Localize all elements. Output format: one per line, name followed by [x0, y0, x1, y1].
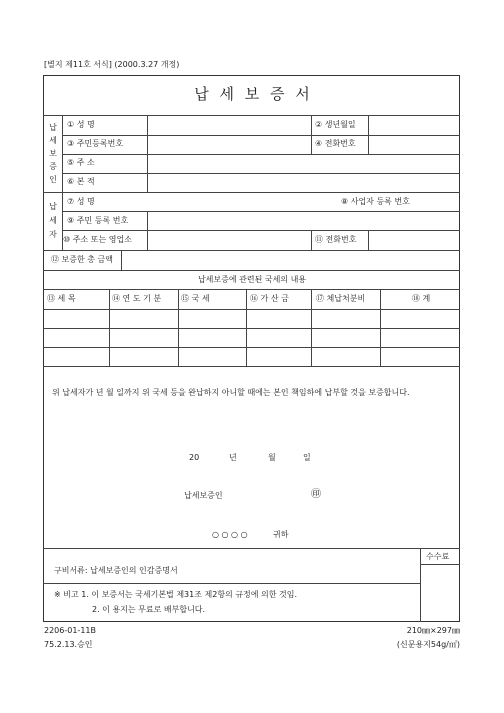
form-code: 2206-01-11B [44, 626, 96, 635]
guarantor-rrn-label: ③ 주민등록번호 [67, 139, 124, 148]
date-year-unit: 년 [229, 453, 237, 462]
taxpayer-rrn-label: ⑨ 주민 등록 번호 [67, 216, 129, 225]
guarantor-birth-label: ② 생년월일 [315, 120, 356, 129]
guarantor-address-label: ⑤ 주 소 [67, 158, 95, 167]
paper-size: 210㎜×297㎜ [406, 626, 460, 635]
col-year: ⑭ 연 도 기 분 [112, 294, 162, 303]
col-total: ⑱ 계 [412, 294, 431, 303]
taxpayer-biz-no-label: ⑧ 사업자 등록 번호 [341, 197, 410, 206]
date-month-unit: 월 [268, 453, 276, 462]
form-title: 납 세 보 증 서 [194, 85, 310, 103]
taxpayer-phone-label: ⑪ 전화번호 [315, 235, 357, 244]
seal-mark: ㊞ [311, 489, 321, 500]
fee-label: 수수료 [426, 552, 450, 561]
date-day-unit: 일 [303, 453, 311, 462]
recipient: ○ ○ ○ ○ [212, 530, 248, 539]
remark-1: ※ 비고 1. 이 보증서는 국세기본법 제31조 제2항의 규정에 의한 것임. [54, 590, 298, 599]
guarantor-signature-label: 납세보증인 [184, 491, 223, 500]
form-frame [43, 75, 460, 622]
col-penalty: ⑯ 가 산 금 [250, 294, 289, 303]
guarantee-statement: 위 납세자가 년 월 일까지 위 국세 등을 완납하지 아니할 때에는 본인 책임하에 납부할 것을 보증합니다. [52, 388, 410, 397]
paper-spec: (신문용지54g/㎡) [396, 640, 460, 649]
date-year: 20 [189, 453, 200, 462]
taxpayer-address-label: ⑩ 주소 또는 영업소 [63, 235, 132, 244]
attachment-note: 구비서류: 납세보증인의 인감증명서 [54, 566, 178, 575]
guarantor-domicile-label: ⑥ 본 적 [67, 177, 95, 186]
col-collection-fee: ⑰ 체납처분비 [316, 294, 366, 303]
approval-note: 75.2.13.승인 [44, 640, 93, 649]
form-label: [별지 제11호 서식] (2000.3.27 개정) [44, 60, 180, 69]
guarantor-name-label: ① 성 명 [67, 120, 95, 129]
guarantor-phone-label: ④ 전화번호 [315, 139, 356, 148]
remark-2: 2. 이 용지는 무료로 배부합니다. [92, 605, 206, 614]
tax-section-title: 납세보증에 관련된 국세의 내용 [197, 275, 307, 284]
col-national-tax: ⑮ 국 세 [181, 294, 210, 303]
taxpayer-name-label: ⑦ 성 명 [67, 197, 95, 206]
honorific: 귀하 [273, 530, 289, 539]
guaranteed-amount-label: ⑫ 보증한 총 금액 [51, 255, 113, 264]
col-tax-item: ⑬ 세 목 [47, 294, 76, 303]
